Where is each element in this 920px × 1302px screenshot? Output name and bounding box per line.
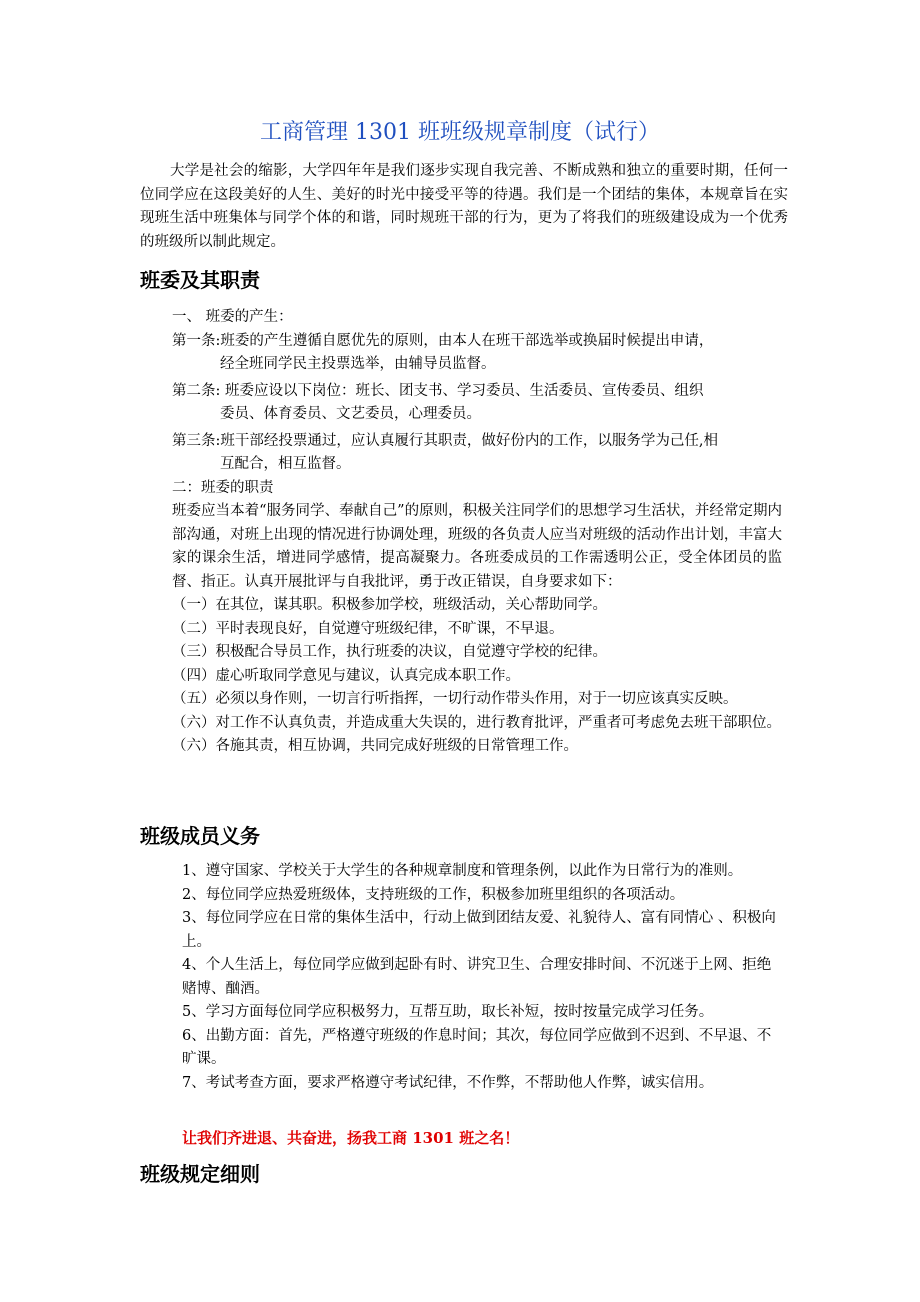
article-3 <box>172 430 792 477</box>
article-label: 第一条: <box>172 332 221 349</box>
slogan: 让我们齐进退、共奋进，扬我工商 1301 班之名！ <box>182 1129 520 1147</box>
article-label: 第三条: <box>172 432 221 449</box>
article-text-cont: 经全班同学民主投票选举，由辅导员监督。 <box>220 356 496 372</box>
requirements-list <box>172 594 792 759</box>
list-item: （六）对工作不认真负责，并造成重大失误的，进行教育批评，严重者可考虑免去班干部职位。 <box>172 714 781 731</box>
article-2 <box>172 380 792 427</box>
article-label: 第二条: <box>172 382 221 399</box>
list-item: （四）虚心听取同学意见与建议，认真完成本职工作。 <box>172 667 520 684</box>
list-item: 6、出勤方面：首先，严格遵守班级的作息时间；其次，每位同学应做到不迟到、不早退、不旷课。 <box>182 1027 772 1067</box>
duties-paragraph: 班委应当本着“服务同学、奉献自己”的原则，积极关注同学们的思想学习生活状，并经常定期内部沟通，对班上出现的情况进行协调处理，班级的各负责人应当对班级的活动作出计划，丰富大家的课余生活，增进同学感情，提高凝聚力。各班委成员的工作需透明公正，受全体团员的监督、指正。认真开展批评与自我批评，勇于改正错误，自身要求如下： <box>172 503 782 590</box>
intro-paragraph: 大学是社会的缩影，大学四年年是我们逐步实现自我完善、不断成熟和独立的重要时期，任何一位同学应在这段美好的人生、美好的时光中接受平等的待遇。我们是一个团结的集体，本规章旨在实现班生活中班集体与同学个体的和谐，同时规班干部的行为，更为了将我们的班级建设成为一个优秀的班级所以制此规定。 <box>140 163 788 250</box>
section-heading-duties: 班级成员义务 <box>140 824 260 848</box>
list-item: 2、每位同学应热爱班级体，支持班级的工作，积极参加班里组织的各项活动。 <box>182 886 685 903</box>
list-item: 3、每位同学应在日常的集体生活中，行动上做到团结友爱、礼貌待人、富有同情心 、积极向上。 <box>182 910 776 950</box>
list-item: （二）平时表现良好，自觉遵守班级纪律，不旷课，不早退。 <box>172 620 564 637</box>
member-duties-list <box>182 860 782 1095</box>
list-item: （三）积极配合导员工作，执行班委的决议，自觉遵守学校的纪律。 <box>172 644 607 660</box>
list-item: 1、遵守国家、学校关于大学生的各种规章制度和管理条例，以此作为日常行为的准则。 <box>182 863 743 879</box>
committee-section <box>172 306 792 759</box>
list-item: （六）各施其责，相互协调，共同完成好班级的日常管理工作。 <box>172 738 578 754</box>
list-item: 4、个人生活上，每位同学应做到起卧有时、讲究卫生、合理安排时间、不沉迷于上网、拒绝赌博、酗酒。 <box>182 957 772 997</box>
article-text-cont: 委员、体育委员、文艺委员，心理委员。 <box>220 406 481 422</box>
document-title: 工商管理 1301 班班级规章制度（试行） <box>260 120 660 145</box>
section-heading-committee: 班委及其职责 <box>140 268 260 292</box>
subsection-duties: 二：班委的职责 <box>172 479 274 496</box>
list-item: （五）必须以身作则，一切言行听指挥，一切行动作带头作用，对于一切应该真实反映。 <box>172 691 738 707</box>
article-text: 班委的产生遵循自愿优先的原则，由本人在班干部选举或换届时候提出申请， <box>220 332 714 349</box>
section-heading-rules: 班级规定细则 <box>140 1162 260 1186</box>
list-item: （一）在其位，谋其职。积极参加学校，班级活动，关心帮助同学。 <box>172 597 607 613</box>
list-item: 7、考试考查方面，要求严格遵守考试纪律，不作弊，不帮助他人作弊，诚实信用。 <box>182 1074 714 1091</box>
article-text-cont: 互配合，相互监督。 <box>220 456 351 472</box>
article-1 <box>172 330 792 377</box>
article-text: 班委应设以下岗位：班长、团支书、学习委员、生活委员、宣传委员、组织 <box>220 382 704 399</box>
subsection-formation: 一、 班委的产生： <box>172 309 293 325</box>
list-item: 5、学习方面每位同学应积极努力，互帮互助，取长补短，按时按量完成学习任务。 <box>182 1004 714 1020</box>
article-text: 班干部经投票通过，应认真履行其职责，做好份内的工作，以服务学为己任,相 <box>220 432 718 449</box>
